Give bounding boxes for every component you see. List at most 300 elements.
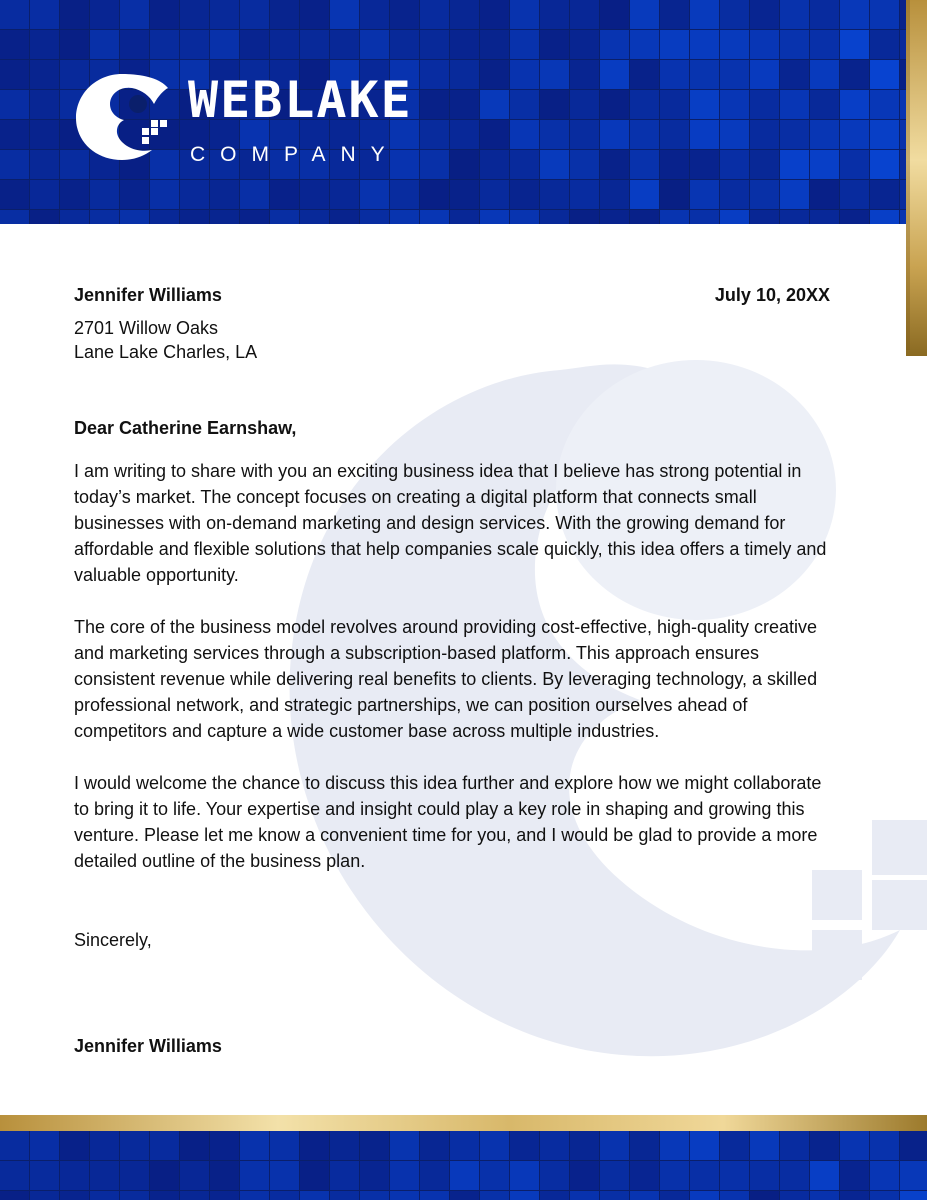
mosaic-tile: [630, 180, 659, 209]
mosaic-tile: [600, 1131, 629, 1160]
mosaic-tile: [810, 120, 839, 149]
mosaic-tile: [330, 1161, 359, 1190]
mosaic-tile: [210, 1191, 239, 1200]
mosaic-tile: [300, 1131, 329, 1160]
mosaic-tile: [750, 120, 779, 149]
mosaic-tile: [60, 210, 89, 224]
mosaic-tile: [30, 90, 59, 119]
mosaic-tile: [30, 1191, 59, 1200]
mosaic-tile: [330, 30, 359, 59]
mosaic-tile: [900, 1191, 927, 1200]
mosaic-tile: [750, 1191, 779, 1200]
mosaic-tile: [780, 1191, 809, 1200]
mosaic-tile: [270, 1131, 299, 1160]
mosaic-tile: [450, 1161, 479, 1190]
mosaic-tile: [450, 90, 479, 119]
mosaic-tile: [120, 0, 149, 29]
mosaic-tile: [480, 180, 509, 209]
mosaic-tile: [90, 30, 119, 59]
mosaic-tile: [720, 1191, 749, 1200]
mosaic-tile: [30, 1131, 59, 1160]
mosaic-tile: [840, 90, 869, 119]
mosaic-tile: [750, 0, 779, 29]
mosaic-tile: [240, 1131, 269, 1160]
mosaic-tile: [30, 180, 59, 209]
letter-date: July 10, 20XX: [714, 285, 830, 305]
mosaic-tile: [510, 1131, 539, 1160]
mosaic-tile: [150, 210, 179, 224]
mosaic-tile: [570, 1191, 599, 1200]
mosaic-tile: [0, 0, 29, 29]
mosaic-tile: [600, 30, 629, 59]
mosaic-tile: [90, 1161, 119, 1190]
mosaic-tile: [540, 1191, 569, 1200]
mosaic-tile: [870, 150, 899, 179]
mosaic-tile: [720, 150, 749, 179]
mosaic-tile: [840, 30, 869, 59]
mosaic-tile: [210, 180, 239, 209]
mosaic-tile: [120, 1131, 149, 1160]
mosaic-tile: [60, 1131, 89, 1160]
mosaic-tile: [660, 210, 689, 224]
mosaic-tile: [390, 180, 419, 209]
mosaic-tile: [750, 210, 779, 224]
mosaic-tile: [180, 30, 209, 59]
mosaic-tile: [570, 60, 599, 89]
mosaic-tile: [720, 90, 749, 119]
mosaic-tile: [660, 30, 689, 59]
mosaic-tile: [750, 1161, 779, 1190]
mosaic-tile: [330, 0, 359, 29]
mosaic-tile: [270, 1191, 299, 1200]
body-paragraph-2: The core of the business model revolves around providing cost-effective, high-quality creative and marketing services through a subscription-based platform. This approach ensures consistent revenue while delivering real benefits to clients. By leveraging technology, a skilled professional network, and strategic partnerships, we can position ourselves ahead of competitors and capture a wide customer base across multiple industries.: [74, 617, 818, 741]
mosaic-tile: [810, 150, 839, 179]
mosaic-tile: [480, 1191, 509, 1200]
mosaic-tile: [570, 150, 599, 179]
mosaic-tile: [840, 0, 869, 29]
mosaic-tile: [630, 30, 659, 59]
mosaic-tile: [90, 1131, 119, 1160]
mosaic-tile: [450, 1131, 479, 1160]
mosaic-tile: [300, 1161, 329, 1190]
mosaic-tile: [600, 150, 629, 179]
mosaic-tile: [690, 1161, 719, 1190]
mosaic-tile: [540, 150, 569, 179]
mosaic-tile: [750, 180, 779, 209]
mosaic-tile: [840, 1131, 869, 1160]
mosaic-tile: [540, 90, 569, 119]
mosaic-tile: [0, 1191, 29, 1200]
mosaic-tile: [210, 1161, 239, 1190]
mosaic-tile: [690, 1191, 719, 1200]
mosaic-tile: [150, 30, 179, 59]
mosaic-tile: [690, 210, 719, 224]
address-line-2: Lane Lake Charles, LA: [74, 342, 258, 362]
mosaic-tile: [330, 1131, 359, 1160]
mosaic-tile: [30, 210, 59, 224]
mosaic-tile: [450, 120, 479, 149]
mosaic-tile: [90, 0, 119, 29]
mosaic-tile: [480, 150, 509, 179]
mosaic-tile: [810, 30, 839, 59]
mosaic-tile: [360, 1131, 389, 1160]
mosaic-tile: [780, 1131, 809, 1160]
mosaic-tile: [750, 150, 779, 179]
mosaic-tile: [150, 0, 179, 29]
mosaic-tile: [870, 180, 899, 209]
mosaic-tile: [570, 0, 599, 29]
mosaic-tile: [900, 1131, 927, 1160]
mosaic-tile: [210, 1131, 239, 1160]
mosaic-tile: [450, 210, 479, 224]
mosaic-tile: [210, 30, 239, 59]
mosaic-tile: [840, 60, 869, 89]
mosaic-tile: [540, 0, 569, 29]
mosaic-tile: [300, 180, 329, 209]
mosaic-tile: [360, 0, 389, 29]
mosaic-tile: [480, 210, 509, 224]
mosaic-tile: [630, 120, 659, 149]
mosaic-tile: [540, 210, 569, 224]
gold-accent-bar-horizontal: [0, 1115, 927, 1131]
mosaic-tile: [90, 210, 119, 224]
mosaic-tile: [600, 1161, 629, 1190]
mosaic-tile: [570, 1161, 599, 1190]
mosaic-tile: [480, 60, 509, 89]
mosaic-tile: [210, 210, 239, 224]
mosaic-tile: [540, 1131, 569, 1160]
mosaic-tile: [120, 1161, 149, 1190]
mosaic-tile: [570, 210, 599, 224]
mosaic-tile: [540, 30, 569, 59]
mosaic-tile: [330, 210, 359, 224]
mosaic-tile: [0, 90, 29, 119]
mosaic-tile: [0, 1161, 29, 1190]
mosaic-tile: [450, 150, 479, 179]
mosaic-tile: [840, 1161, 869, 1190]
mosaic-tile: [270, 210, 299, 224]
mosaic-tile: [240, 30, 269, 59]
mosaic-tile: [780, 0, 809, 29]
mosaic-tile: [870, 1131, 899, 1160]
mosaic-tile: [30, 60, 59, 89]
mosaic-tile: [120, 180, 149, 209]
mosaic-tile: [180, 1131, 209, 1160]
mosaic-tile: [810, 1161, 839, 1190]
mosaic-tile: [720, 1161, 749, 1190]
signature-name: Jennifer Williams: [74, 1036, 222, 1056]
mosaic-tile: [540, 120, 569, 149]
mosaic-tile: [270, 180, 299, 209]
letter-body: [74, 458, 834, 900]
footer-tile-pattern: [0, 1131, 927, 1200]
mosaic-tile: [0, 150, 29, 179]
mosaic-tile: [30, 150, 59, 179]
mosaic-tile: [720, 1131, 749, 1160]
company-logo: [72, 66, 172, 171]
mosaic-tile: [510, 210, 539, 224]
mosaic-tile: [0, 1131, 29, 1160]
mosaic-tile: [690, 150, 719, 179]
mosaic-tile: [870, 60, 899, 89]
mosaic-tile: [420, 90, 449, 119]
mosaic-tile: [630, 1131, 659, 1160]
mosaic-tile: [60, 1191, 89, 1200]
mosaic-tile: [630, 1191, 659, 1200]
mosaic-tile: [240, 1161, 269, 1190]
mosaic-tile: [270, 0, 299, 29]
mosaic-tile: [420, 30, 449, 59]
mosaic-tile: [150, 1161, 179, 1190]
mosaic-tile: [720, 210, 749, 224]
brand-subtitle: COMPANY: [190, 143, 400, 166]
mosaic-tile: [630, 150, 659, 179]
mosaic-tile: [600, 210, 629, 224]
mosaic-tile: [330, 1191, 359, 1200]
mosaic-tile: [540, 60, 569, 89]
mosaic-tile: [120, 1191, 149, 1200]
mosaic-tile: [600, 1191, 629, 1200]
mosaic-tile: [750, 60, 779, 89]
mosaic-tile: [420, 1191, 449, 1200]
mosaic-tile: [240, 0, 269, 29]
mosaic-tile: [570, 90, 599, 119]
address-line-1: 2701 Willow Oaks: [74, 318, 219, 338]
mosaic-tile: [420, 120, 449, 149]
mosaic-tile: [600, 90, 629, 119]
mosaic-tile: [300, 0, 329, 29]
mosaic-tile: [390, 0, 419, 29]
mosaic-tile: [390, 1161, 419, 1190]
mosaic-tile: [390, 30, 419, 59]
mosaic-tile: [630, 1161, 659, 1190]
mosaic-tile: [540, 1161, 569, 1190]
mosaic-tile: [810, 210, 839, 224]
mosaic-tile: [870, 210, 899, 224]
mosaic-tile: [480, 30, 509, 59]
mosaic-tile: [450, 60, 479, 89]
mosaic-tile: [510, 0, 539, 29]
mosaic-tile: [690, 1131, 719, 1160]
mosaic-tile: [240, 180, 269, 209]
mosaic-tile: [750, 1131, 779, 1160]
mosaic-tile: [870, 1191, 899, 1200]
mosaic-tile: [810, 0, 839, 29]
mosaic-tile: [30, 1161, 59, 1190]
mosaic-tile: [570, 1131, 599, 1160]
mosaic-tile: [480, 120, 509, 149]
mosaic-tile: [570, 120, 599, 149]
mosaic-tile: [60, 0, 89, 29]
mosaic-tile: [780, 90, 809, 119]
mosaic-tile: [570, 180, 599, 209]
mosaic-tile: [180, 180, 209, 209]
mosaic-tile: [600, 120, 629, 149]
mosaic-tile: [840, 1191, 869, 1200]
mosaic-tile: [420, 60, 449, 89]
mosaic-tile: [660, 1131, 689, 1160]
mosaic-tile: [900, 1161, 927, 1190]
mosaic-tile: [540, 180, 569, 209]
mosaic-tile: [810, 90, 839, 119]
mosaic-tile: [480, 1161, 509, 1190]
mosaic-tile: [720, 180, 749, 209]
mosaic-tile: [450, 180, 479, 209]
mosaic-tile: [750, 90, 779, 119]
mosaic-tile: [720, 0, 749, 29]
mosaic-tile: [0, 120, 29, 149]
mosaic-tile: [690, 60, 719, 89]
mosaic-tile: [360, 30, 389, 59]
mosaic-tile: [240, 1191, 269, 1200]
mosaic-tile: [780, 1161, 809, 1190]
mosaic-tile: [330, 180, 359, 209]
mosaic-tile: [510, 60, 539, 89]
brand-name: WEBLAKE: [188, 71, 413, 129]
mosaic-tile: [60, 30, 89, 59]
mosaic-tile: [720, 30, 749, 59]
mosaic-tile: [90, 1191, 119, 1200]
closing: Sincerely,: [74, 930, 152, 950]
mosaic-tile: [390, 210, 419, 224]
mosaic-tile: [630, 210, 659, 224]
mosaic-tile: [300, 1191, 329, 1200]
mosaic-tile: [660, 0, 689, 29]
mosaic-tile: [510, 1161, 539, 1190]
mosaic-tile: [660, 150, 689, 179]
mosaic-tile: [600, 0, 629, 29]
mosaic-tile: [390, 1131, 419, 1160]
salutation: Dear Catherine Earnshaw,: [74, 418, 297, 438]
mosaic-tile: [630, 0, 659, 29]
mosaic-tile: [630, 90, 659, 119]
mosaic-tile: [840, 120, 869, 149]
mosaic-tile: [660, 180, 689, 209]
mosaic-tile: [510, 120, 539, 149]
mosaic-tile: [150, 1131, 179, 1160]
mosaic-tile: [510, 30, 539, 59]
mosaic-tile: [600, 60, 629, 89]
mosaic-tile: [0, 180, 29, 209]
mosaic-tile: [660, 60, 689, 89]
mosaic-tile: [510, 90, 539, 119]
mosaic-tile: [780, 30, 809, 59]
body-paragraph-3: I would welcome the chance to discuss this idea further and explore how we might collaborate to bring it to life. Your expertise and insight could play a key role in shaping and growing this venture. Please let me know a convenient time for you, and I would be glad to provide a more detailed outline of the business plan.: [74, 773, 822, 871]
mosaic-tile: [780, 210, 809, 224]
mosaic-tile: [720, 60, 749, 89]
mosaic-tile: [780, 60, 809, 89]
mosaic-tile: [120, 210, 149, 224]
mosaic-tile: [360, 1191, 389, 1200]
mosaic-tile: [30, 120, 59, 149]
mosaic-tile: [30, 0, 59, 29]
mosaic-tile: [360, 210, 389, 224]
mosaic-tile: [630, 60, 659, 89]
mosaic-tile: [90, 180, 119, 209]
mosaic-tile: [870, 1161, 899, 1190]
mosaic-tile: [180, 1191, 209, 1200]
mosaic-tile: [480, 1131, 509, 1160]
mosaic-tile: [840, 210, 869, 224]
mosaic-tile: [840, 150, 869, 179]
sender-address: [74, 316, 257, 364]
mosaic-tile: [450, 0, 479, 29]
mosaic-tile: [270, 30, 299, 59]
mosaic-tile: [420, 150, 449, 179]
mosaic-tile: [180, 0, 209, 29]
mosaic-tile: [0, 210, 29, 224]
mosaic-tile: [720, 120, 749, 149]
mosaic-tile: [150, 180, 179, 209]
letterhead-header: [0, 0, 927, 224]
mosaic-tile: [420, 0, 449, 29]
mosaic-tile: [300, 30, 329, 59]
mosaic-tile: [210, 0, 239, 29]
mosaic-tile: [600, 180, 629, 209]
mosaic-tile: [450, 1191, 479, 1200]
mosaic-tile: [690, 30, 719, 59]
mosaic-tile: [870, 0, 899, 29]
mosaic-tile: [510, 1191, 539, 1200]
mosaic-tile: [450, 30, 479, 59]
mosaic-tile: [870, 30, 899, 59]
mosaic-tile: [810, 1191, 839, 1200]
mosaic-tile: [870, 90, 899, 119]
mosaic-tile: [780, 120, 809, 149]
mosaic-tile: [780, 180, 809, 209]
mosaic-tile: [480, 0, 509, 29]
mosaic-tile: [420, 180, 449, 209]
mosaic-tile: [690, 0, 719, 29]
mosaic-tile: [750, 30, 779, 59]
mosaic-tile: [420, 210, 449, 224]
mosaic-tile: [570, 30, 599, 59]
mosaic-tile: [360, 180, 389, 209]
mosaic-tile: [120, 30, 149, 59]
mosaic-tile: [0, 30, 29, 59]
mosaic-tile: [870, 120, 899, 149]
body-paragraph-1: I am writing to share with you an exciting business idea that I believe has strong potential in today’s market. The concept focuses on creating a digital platform that connects small businesses with on-demand marketing and design services. With the growing demand for affordable and flexible solutions that help companies scale quickly, this idea offers a timely and valuable opportunity.: [74, 461, 827, 585]
sender-name: Jennifer Williams: [74, 285, 222, 305]
mosaic-tile: [240, 210, 269, 224]
mosaic-tile: [810, 180, 839, 209]
mosaic-tile: [60, 180, 89, 209]
mosaic-tile: [660, 1191, 689, 1200]
mosaic-tile: [810, 1131, 839, 1160]
mosaic-tile: [360, 1161, 389, 1190]
mosaic-tile: [180, 1161, 209, 1190]
mosaic-tile: [480, 90, 509, 119]
mosaic-tile: [60, 1161, 89, 1190]
mosaic-tile: [180, 210, 209, 224]
mosaic-tile: [510, 180, 539, 209]
mosaic-tile: [780, 150, 809, 179]
mosaic-tile: [510, 150, 539, 179]
logo-mark-icon: [72, 66, 172, 166]
mosaic-tile: [300, 210, 329, 224]
mosaic-tile: [660, 120, 689, 149]
letterhead-footer: [0, 1131, 927, 1200]
mosaic-tile: [420, 1161, 449, 1190]
mosaic-tile: [150, 1191, 179, 1200]
mosaic-tile: [690, 120, 719, 149]
mosaic-tile: [270, 1161, 299, 1190]
mosaic-tile: [690, 90, 719, 119]
mosaic-tile: [660, 1161, 689, 1190]
mosaic-tile: [840, 180, 869, 209]
mosaic-tile: [690, 180, 719, 209]
mosaic-tile: [810, 60, 839, 89]
